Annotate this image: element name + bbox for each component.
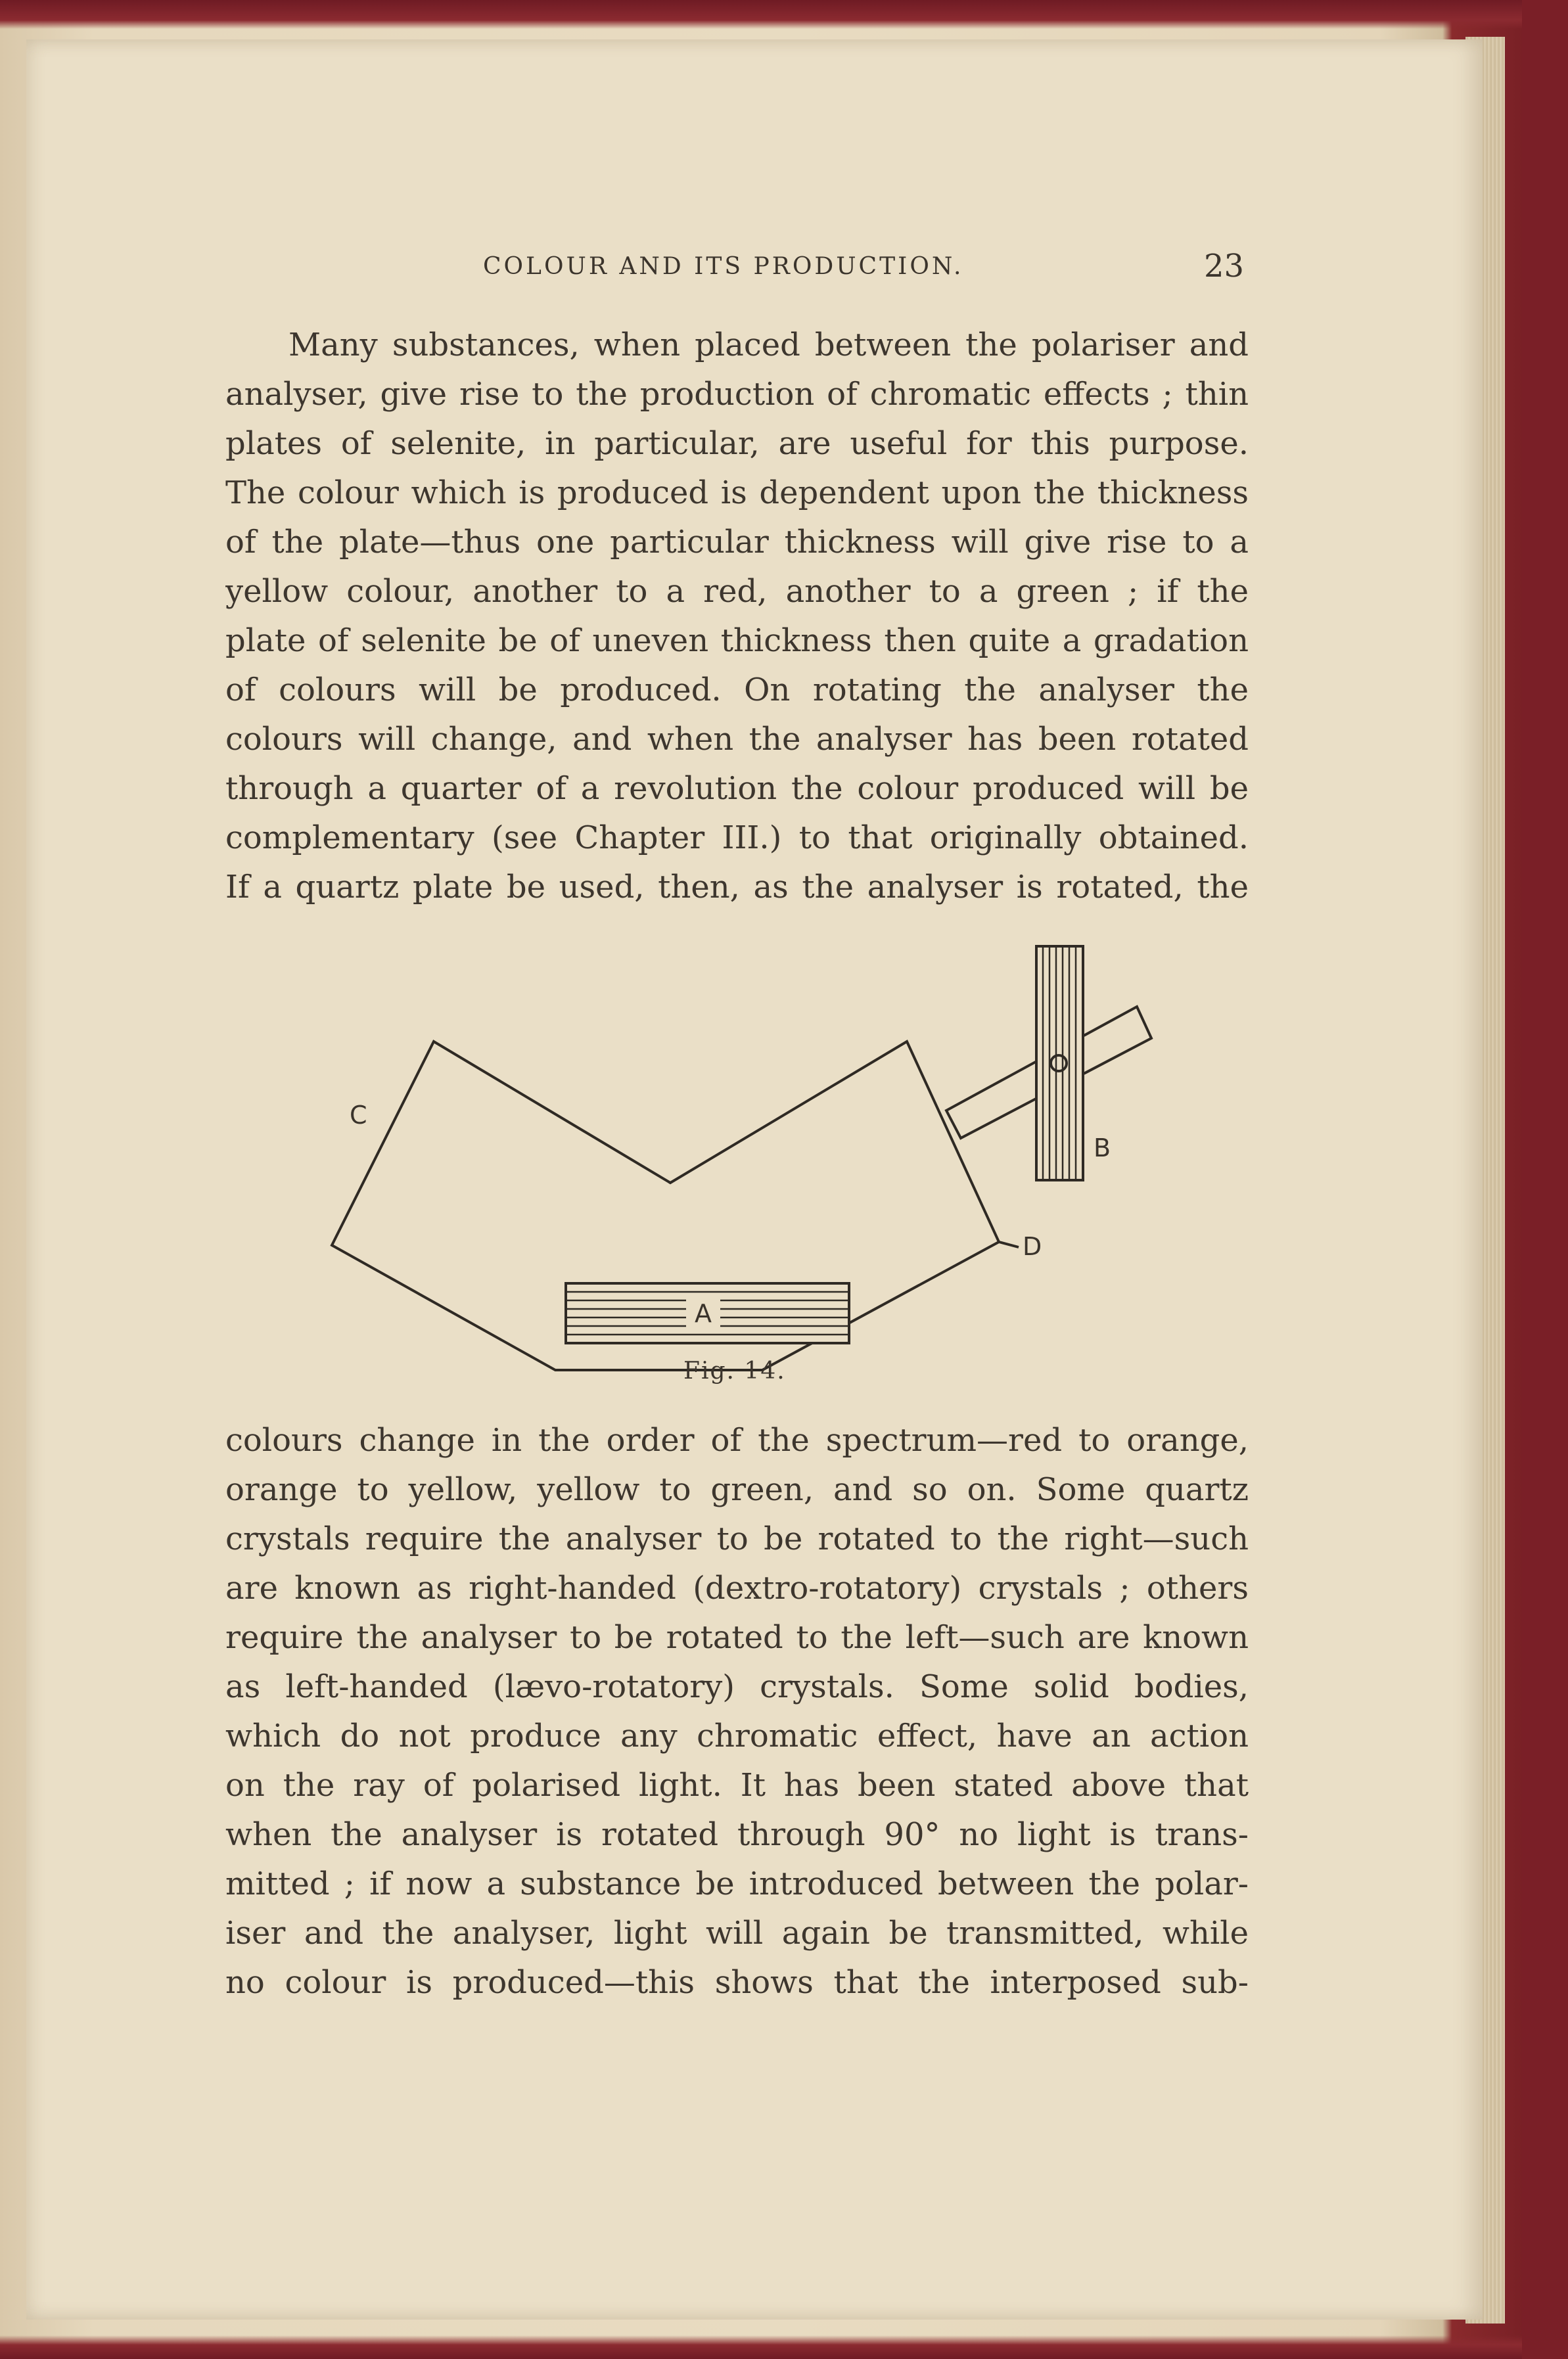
text-line: require the analyser to be rotated to the left—such are known	[225, 1619, 1249, 1656]
text-line: The colour which is produced is dependent upon the thickness	[225, 474, 1249, 511]
text-line: crystals require the analyser to be rotated to the right—such	[225, 1521, 1249, 1557]
text-line: yellow colour, another to a red, another to a green ; if the	[225, 573, 1249, 610]
text-line: when the analyser is rotated through 90° no light is trans-	[225, 1816, 1249, 1853]
running-title: COLOUR AND ITS PRODUCTION.	[483, 253, 964, 280]
cover-bottom-edge	[0, 2335, 1568, 2359]
label-b: B	[1094, 1134, 1111, 1162]
text-line: orange to yellow, yellow to green, and so on. Some quartz	[225, 1471, 1249, 1508]
text-line: iser and the analyser, light will again be transmitted, while	[225, 1915, 1249, 1952]
text-line: of the plate—thus one particular thickness will give rise to a	[225, 524, 1249, 561]
figure-14	[283, 933, 1183, 1393]
text-line: through a quarter of a revolution the colour produced will be	[225, 770, 1249, 807]
text-line: as left-handed (lævo-rotatory) crystals. Some solid bodies,	[225, 1668, 1249, 1705]
label-a: A	[695, 1299, 712, 1328]
label-d: D	[1023, 1232, 1042, 1261]
text-line: plates of selenite, in particular, are useful for this purpose.	[225, 425, 1249, 462]
label-c: C	[350, 1101, 367, 1130]
text-line: of colours will be produced. On rotating the analyser the	[225, 672, 1249, 708]
text-line: are known as right-handed (dextro-rotatory) crystals ; others	[225, 1570, 1249, 1607]
text-line: Many substances, when placed between the polariser and	[288, 327, 1249, 363]
paragraph-top	[225, 321, 1249, 912]
pointer-d	[999, 1242, 1019, 1247]
cover-right-edge	[1522, 0, 1568, 2359]
text-line: colours change in the order of the spectrum—red to orange,	[225, 1422, 1249, 1459]
text-line: complementary (see Chapter III.) to that originally obtained.	[225, 819, 1249, 856]
polariscope-diagram	[283, 933, 1183, 1393]
text-line: on the ray of polarised light. It has been stated above that	[225, 1767, 1249, 1804]
cover-top-edge	[0, 0, 1568, 29]
text-line: If a quartz plate be used, then, as the analyser is rotated, the	[225, 869, 1249, 905]
text-line: colours will change, and when the analyser has been rotated	[225, 721, 1249, 758]
text-line: analyser, give rise to the production of chromatic effects ; thin	[225, 376, 1249, 413]
text-line: plate of selenite be of uneven thickness then quite a gradation	[225, 622, 1249, 659]
text-line: no colour is produced—this shows that the interposed sub-	[225, 1964, 1249, 2001]
text-line: which do not produce any chromatic effect, have an action	[225, 1718, 1249, 1754]
page-number: 23	[1204, 248, 1245, 285]
text-line: mitted ; if now a substance be introduced between the polar-	[225, 1866, 1249, 1902]
figure-caption: Fig. 14.	[683, 1358, 786, 1385]
paragraph-bottom	[225, 1416, 1249, 2007]
